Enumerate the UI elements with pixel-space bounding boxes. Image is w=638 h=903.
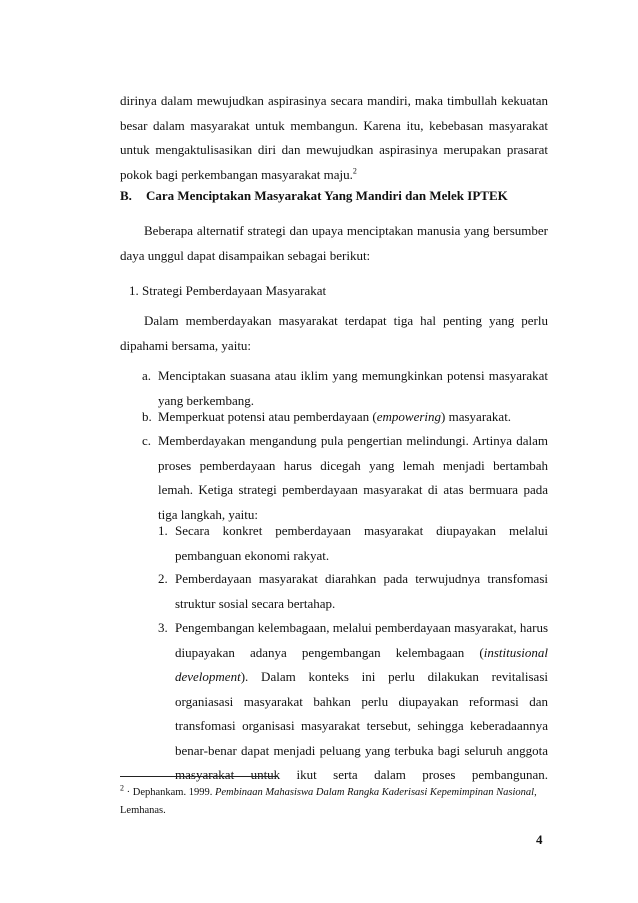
list-item-c: [142, 429, 548, 527]
numbered-item-1: [158, 519, 548, 568]
footnote-number: 2: [120, 783, 124, 793]
subsection-1-paragraph: Dalam memberdayakan masyarakat terdapat tiga hal penting yang perlu dipahami bersama, yaitu:: [120, 313, 548, 353]
list-marker: b.: [142, 409, 152, 424]
footnote-title: Pembinaan Mahasiswa Dalam Rangka Kaderisasi Kepemimpinan Nasional: [214, 787, 535, 798]
list-marker: c.: [142, 433, 152, 448]
footnote: $^2$ · Dephankam. 1999. Pembinaan Mahasiswa Dalam Rangka Kaderisasi Kepemimpinan Nasional, Lemhanas.: [120, 783, 537, 816]
list-item-text: Memperkuat potensi atau pemberdayaan (empowering) masyarakat.: [158, 409, 512, 424]
italic-term: empowering: [376, 409, 442, 424]
numbered-item-text: Pengembangan kelembagaan, melalui pemberdayaan masyarakat, harus diupayakan adanya pengembangan kelembagaan (institusional development). Dalam konteks ini perlu dilakukan revitalisasi organiasasi masyarakat bahkan perlu diupayakan reformasi dan transfomasi organisasi masyarakat tersebut, sehingga keberadaannya benar-benar dapat menjadi peluang yang terbuka bagi seluruh anggota masyarakat untuk ikut serta dalam proses pembangunan.: [175, 620, 548, 782]
numbered-marker: 3.: [158, 620, 168, 635]
subsection-1-title: 1. Strategi Pemberdayaan Masyarakat: [129, 283, 327, 298]
section-b-label: B.: [120, 188, 132, 203]
list-marker: a.: [142, 368, 152, 383]
list-item-b: [142, 405, 548, 430]
list-item-text: Memberdayakan mengandung pula pengertian melindungi. Artinya dalam proses pemberdayaan harus dicegah yang lemah menjadi bertambah lemah. Ketiga strategi pemberdayaan masyarakat di atas bermuara pada tiga langkah, yaitu:: [158, 433, 548, 522]
italic-term: institusional development: [175, 644, 548, 684]
intro-paragraph: [120, 89, 548, 187]
section-b-heading: [120, 186, 548, 206]
numbered-marker: 1.: [158, 523, 168, 538]
list-item-text: Menciptakan suasana atau iklim yang memungkinkan potensi masyarakat yang berkembang.: [158, 368, 548, 408]
numbered-item-3: [158, 616, 548, 788]
numbered-marker: 2.: [158, 571, 168, 586]
numbered-item-text: Secara konkret pemberdayaan masyarakat diupayakan melalui pembanguan ekonomi rakyat.: [175, 523, 548, 563]
numbered-item-2: [158, 567, 548, 616]
footnote-divider: [120, 776, 278, 777]
numbered-item-text: Pemberdayaan masyarakat diarahkan pada terwujudnya transfomasi struktur sosial secara bertahap.: [175, 571, 548, 611]
footnote-reference[interactable]: 2: [352, 166, 357, 176]
section-b-paragraph: Beberapa alternatif strategi dan upaya menciptakan manusia yang bersumber daya unggul dapat disampaikan sebagai berikut:: [120, 223, 548, 263]
section-b-title: Cara Menciptakan Masyarakat Yang Mandiri dan Melek IPTEK: [146, 188, 508, 203]
page-number: 4: [536, 832, 543, 847]
intro-text: dirinya dalam mewujudkan aspirasinya secara mandiri, maka timbullah kekuatan besar dalam masyarakat untuk membangun. Karena itu, kebebasan masyarakat untuk mengaktulisasikan diri dan mewujudkan aspirasinya merupakan prasarat pokok bagi perkembangan masyarakat maju.: [120, 93, 548, 182]
